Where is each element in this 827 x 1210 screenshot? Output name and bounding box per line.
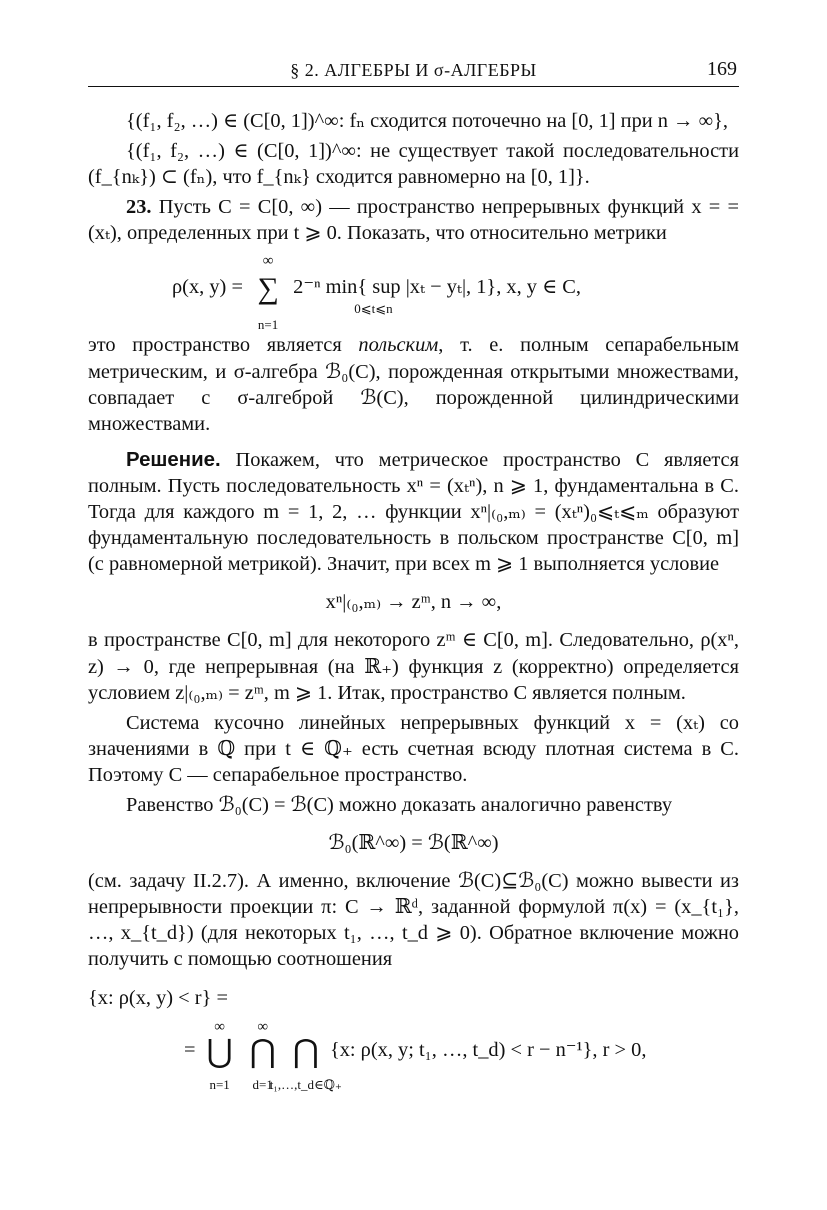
polish-text-b: , т. е. полным сепарабельным метрическим, и σ-алгебра ℬ₀(C), порожденная открытыми множествами, совпадает с σ-алгеброй ℬ(C), порожденной цилиндрическими множествами. (88, 334, 739, 435)
solution-paragraph (88, 447, 739, 577)
intersection-1-lower: d=1 (252, 1076, 273, 1092)
equality-paragraph: Равенство ℬ₀(C) = ℬ(C) можно доказать аналогично равенству (126, 793, 673, 816)
ball-formula-body: {x: ρ(x, y; t₁, …, t_d) < r − n⁻¹}, r > 0, (329, 1038, 647, 1061)
sup-subscript: 0⩽t⩽n (354, 301, 393, 317)
page-number: 169 (707, 58, 737, 80)
metric-lhs: ρ(x, y) = (172, 276, 243, 299)
sum-symbol: ∑ ∞ n=1 (248, 276, 288, 302)
sup-operator (354, 274, 401, 317)
convergence-formula: xⁿ|₍₀,ₘ₎ → zᵐ, n → ∞, (325, 591, 502, 614)
intersection-symbol-2: ⋂ t₁,…,t_d∈ℚ₊ (287, 1038, 325, 1064)
ball-formula-line-1: {x: ρ(x, y) < r} = (88, 986, 228, 1009)
set-definition-1: {(f₁, f₂, …) ∈ (C[0, 1])^∞: fₙ сходится поточечно на [0, 1] при n → ∞}, (126, 110, 728, 132)
intersection-1-upper: ∞ (257, 1018, 269, 1035)
polish-term: польским (358, 334, 439, 357)
ball-formula-line-2 (184, 1018, 647, 1092)
section-title: § 2. АЛГЕБРЫ И σ-АЛГЕБРЫ (290, 60, 537, 80)
problem-statement (88, 194, 739, 246)
union-upper: ∞ (214, 1018, 225, 1035)
ball-decomposition-formula (88, 985, 739, 1095)
polish-space-paragraph (88, 332, 739, 436)
sup-label: sup (372, 276, 401, 299)
metric-body: 2⁻ⁿ min{ (293, 276, 368, 299)
sum-upper-limit: ∞ (262, 252, 274, 269)
borel-equality-formula: ℬ₀(ℝ^∞) = ℬ(ℝ^∞) (328, 832, 499, 855)
union-lower: n=1 (209, 1076, 230, 1092)
equals-sign: = (184, 1038, 196, 1061)
polish-text-a: это пространство является (88, 334, 359, 357)
sum-lower-limit: n=1 (257, 316, 279, 332)
metric-formula (88, 250, 739, 332)
page-body (88, 108, 739, 1095)
problem-text: Пусть C = C[0, ∞) — пространство непрерывных функций x = = (xₜ), определенных при t ⩾ 0. Показать, что относительно метрики (88, 196, 739, 245)
solution-label: Решение. (126, 448, 221, 471)
intersection-2-lower: t₁,…,t_d∈ℚ₊ (269, 1076, 342, 1092)
solution-text: Покажем, что метрическое пространство C является полным. Пусть последовательность xⁿ = (xₜⁿ), n ⩾ 1, фундаментальна в C. Тогда для каждого m = 1, 2, … функции xⁿ|₍₀,ₘ₎ = (xₜⁿ)₀⩽ₜ⩽ₘ образуют фундаментальную последовательность в польском пространстве C[0, m] (с равномерной метрикой). Значит, при всех m ⩾ 1 выполняется условие (88, 448, 739, 576)
separability-paragraph: Система кусочно линейных непрерывных функций x = (xₜ) со значениями в ℚ при t ∈ ℚ₊ есть счетная всюду плотная система в C. Поэтому C — сепарабельное пространство. (88, 711, 739, 786)
inclusion-paragraph: (см. задачу II.2.7). А именно, включение ℬ(C)⊆ℬ₀(C) можно вывести из непрерывности проекции π: C → ℝᵈ, заданной формулой π(x) = (x_{t₁}, …, x_{t_d}) (для некоторых t₁, …, t_d ⩾ 0). Обратное включение можно получить с помощью соотношения (88, 870, 739, 971)
intersection-symbol-1: ⋂ ∞ d=1 (244, 1038, 282, 1064)
set-definition-2: {(f₁, f₂, …) ∈ (C[0, 1])^∞: не существует такой последовательности (f_{nₖ}) ⊂ (fₙ), что f_{nₖ} сходится равномерно на [0, 1]}. (88, 140, 739, 189)
union-symbol: ⋃ ∞ n=1 (201, 1038, 239, 1064)
metric-tail: |xₜ − yₜ|, 1}, x, y ∈ C, (405, 276, 581, 299)
running-header (88, 58, 739, 87)
completeness-paragraph: в пространстве C[0, m] для некоторого zᵐ ∈ C[0, m]. Следовательно, ρ(xⁿ, z) → 0, где непрерывная (на ℝ₊) функция z (корректно) определяется условием z|₍₀,ₘ₎ = zᵐ, m ⩾ 1. Итак, пространство C является полным. (88, 629, 739, 704)
problem-number: 23. (126, 196, 152, 219)
